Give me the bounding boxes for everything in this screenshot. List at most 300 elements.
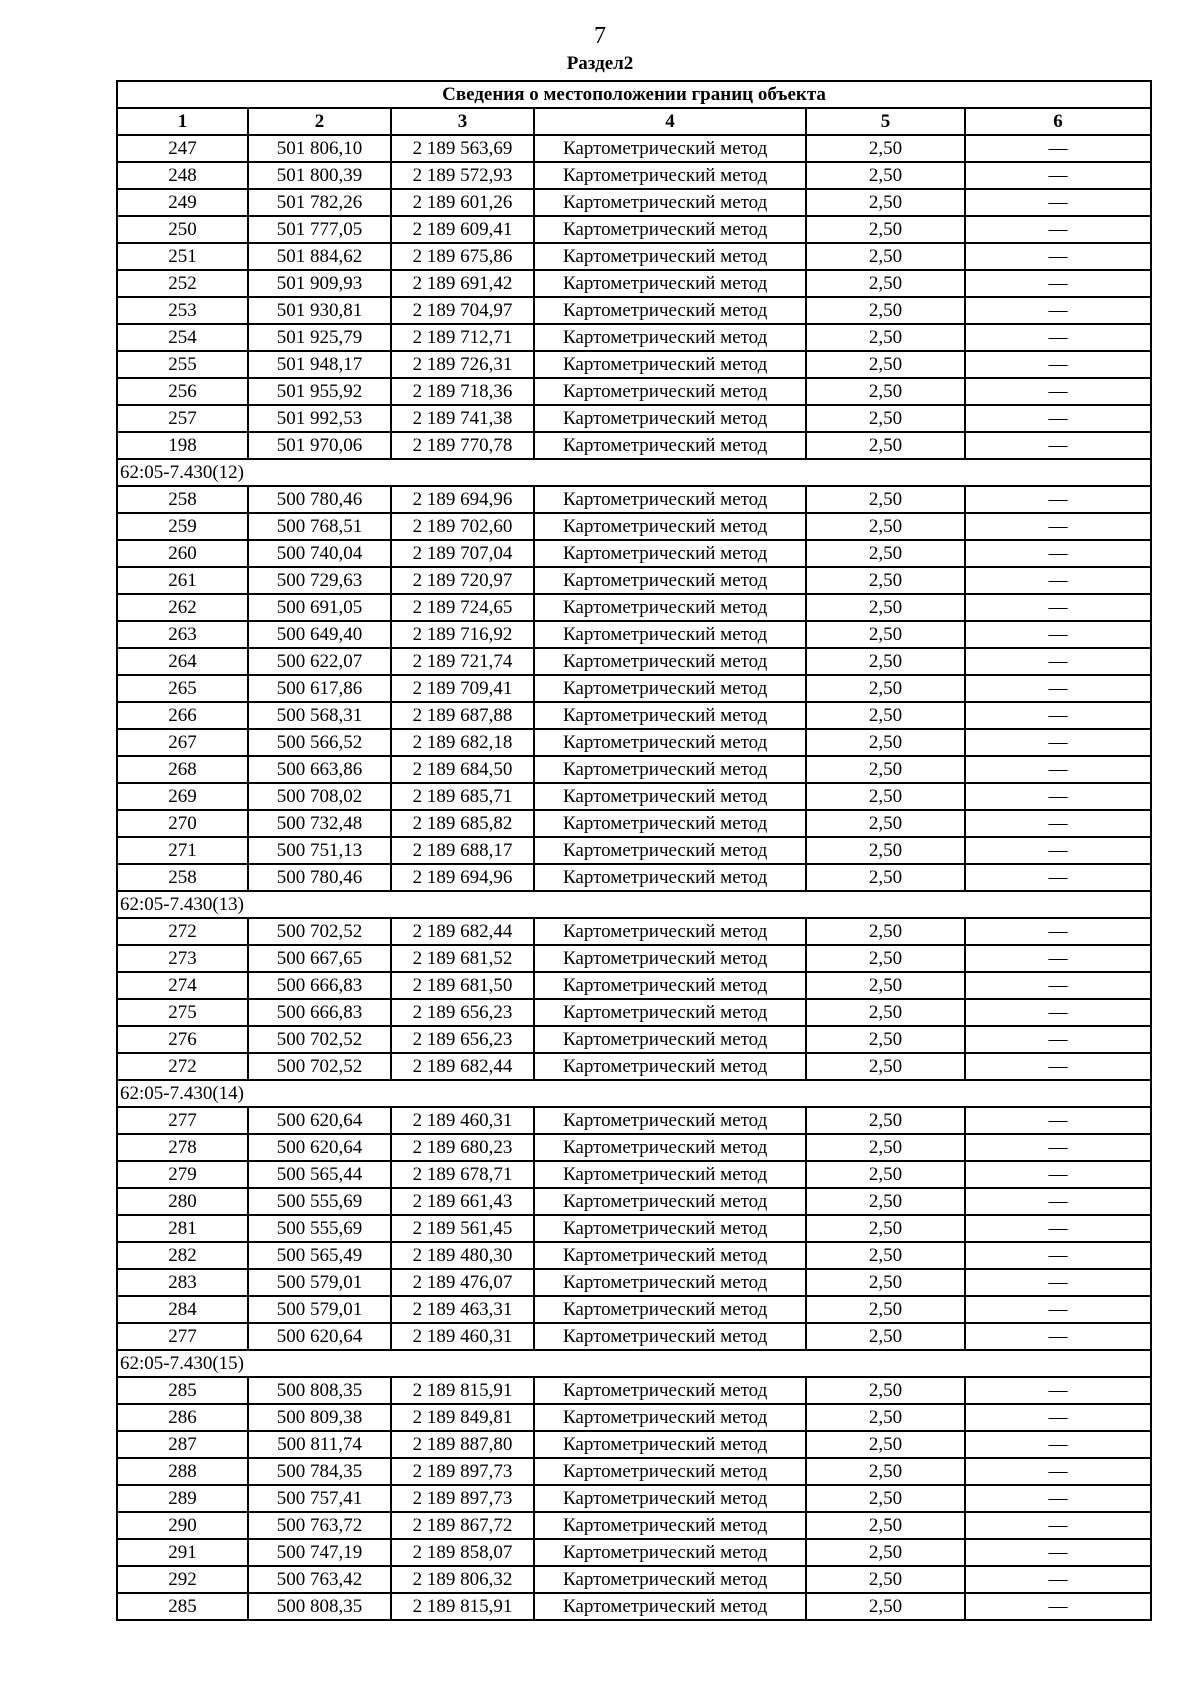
method-cell: Картометрический метод — [534, 297, 806, 324]
method-cell: Картометрический метод — [534, 135, 806, 162]
column-header: 4 — [534, 108, 806, 135]
y-coordinate-cell: 2 189 675,86 — [391, 243, 534, 270]
point-number-cell: 279 — [117, 1161, 248, 1188]
y-coordinate-cell: 2 189 897,73 — [391, 1485, 534, 1512]
point-number-cell: 260 — [117, 540, 248, 567]
note-cell: — — [965, 1161, 1151, 1188]
parcel-group-row — [117, 1350, 1151, 1377]
accuracy-cell: 2,50 — [806, 513, 965, 540]
note-cell: — — [965, 1323, 1151, 1350]
y-coordinate-cell: 2 189 721,74 — [391, 648, 534, 675]
x-coordinate-cell: 500 667,65 — [248, 945, 391, 972]
method-cell: Картометрический метод — [534, 648, 806, 675]
note-cell: — — [965, 594, 1151, 621]
note-cell: — — [965, 1215, 1151, 1242]
y-coordinate-cell: 2 189 563,69 — [391, 135, 534, 162]
table-row — [117, 162, 1151, 189]
y-coordinate-cell: 2 189 694,96 — [391, 864, 534, 891]
note-cell: — — [965, 729, 1151, 756]
note-cell: — — [965, 540, 1151, 567]
table-row — [117, 378, 1151, 405]
point-number-cell: 292 — [117, 1566, 248, 1593]
y-coordinate-cell: 2 189 815,91 — [391, 1377, 534, 1404]
accuracy-cell: 2,50 — [806, 945, 965, 972]
accuracy-cell: 2,50 — [806, 1026, 965, 1053]
y-coordinate-cell: 2 189 609,41 — [391, 216, 534, 243]
x-coordinate-cell: 500 555,69 — [248, 1215, 391, 1242]
accuracy-cell: 2,50 — [806, 1566, 965, 1593]
method-cell: Картометрический метод — [534, 1242, 806, 1269]
point-number-cell: 271 — [117, 837, 248, 864]
note-cell: — — [965, 810, 1151, 837]
note-cell: — — [965, 1404, 1151, 1431]
accuracy-cell: 2,50 — [806, 1242, 965, 1269]
accuracy-cell: 2,50 — [806, 432, 965, 459]
method-cell: Картометрический метод — [534, 729, 806, 756]
point-number-cell: 270 — [117, 810, 248, 837]
method-cell: Картометрический метод — [534, 1539, 806, 1566]
accuracy-cell: 2,50 — [806, 1107, 965, 1134]
note-cell: — — [965, 243, 1151, 270]
method-cell: Картометрический метод — [534, 1458, 806, 1485]
y-coordinate-cell: 2 189 712,71 — [391, 324, 534, 351]
y-coordinate-cell: 2 189 702,60 — [391, 513, 534, 540]
method-cell: Картометрический метод — [534, 999, 806, 1026]
point-number-cell: 268 — [117, 756, 248, 783]
section-title: Раздел2 — [566, 53, 634, 74]
x-coordinate-cell: 500 666,83 — [248, 972, 391, 999]
table-row — [117, 864, 1151, 891]
point-number-cell: 248 — [117, 162, 248, 189]
point-number-cell: 269 — [117, 783, 248, 810]
x-coordinate-cell: 500 784,35 — [248, 1458, 391, 1485]
method-cell: Картометрический метод — [534, 432, 806, 459]
method-cell: Картометрический метод — [534, 594, 806, 621]
point-number-cell: 288 — [117, 1458, 248, 1485]
note-cell: — — [965, 783, 1151, 810]
accuracy-cell: 2,50 — [806, 729, 965, 756]
note-cell: — — [965, 567, 1151, 594]
y-coordinate-cell: 2 189 849,81 — [391, 1404, 534, 1431]
x-coordinate-cell: 500 708,02 — [248, 783, 391, 810]
point-number-cell: 275 — [117, 999, 248, 1026]
x-coordinate-cell: 501 909,93 — [248, 270, 391, 297]
point-number-cell: 250 — [117, 216, 248, 243]
method-cell: Картометрический метод — [534, 1377, 806, 1404]
x-coordinate-cell: 500 751,13 — [248, 837, 391, 864]
table-row — [117, 1215, 1151, 1242]
method-cell: Картометрический метод — [534, 945, 806, 972]
method-cell: Картометрический метод — [534, 1323, 806, 1350]
table-row — [117, 1593, 1151, 1620]
method-cell: Картометрический метод — [534, 1215, 806, 1242]
table-row — [117, 1566, 1151, 1593]
table-body — [117, 135, 1151, 1620]
table-caption: Сведения о местоположении границ объекта — [117, 81, 1151, 108]
x-coordinate-cell: 500 620,64 — [248, 1323, 391, 1350]
table-row — [117, 1539, 1151, 1566]
point-number-cell: 257 — [117, 405, 248, 432]
note-cell: — — [965, 675, 1151, 702]
table-row — [117, 270, 1151, 297]
y-coordinate-cell: 2 189 815,91 — [391, 1593, 534, 1620]
method-cell: Картометрический метод — [534, 810, 806, 837]
accuracy-cell: 2,50 — [806, 756, 965, 783]
method-cell: Картометрический метод — [534, 486, 806, 513]
y-coordinate-cell: 2 189 680,23 — [391, 1134, 534, 1161]
y-coordinate-cell: 2 189 806,32 — [391, 1566, 534, 1593]
point-number-cell: 256 — [117, 378, 248, 405]
accuracy-cell: 2,50 — [806, 837, 965, 864]
note-cell: — — [965, 1485, 1151, 1512]
accuracy-cell: 2,50 — [806, 648, 965, 675]
point-number-cell: 286 — [117, 1404, 248, 1431]
x-coordinate-cell: 500 740,04 — [248, 540, 391, 567]
x-coordinate-cell: 500 763,72 — [248, 1512, 391, 1539]
method-cell: Картометрический метод — [534, 513, 806, 540]
method-cell: Картометрический метод — [534, 162, 806, 189]
note-cell: — — [965, 756, 1151, 783]
y-coordinate-cell: 2 189 897,73 — [391, 1458, 534, 1485]
table-row — [117, 945, 1151, 972]
table-row — [117, 1134, 1151, 1161]
y-coordinate-cell: 2 189 716,92 — [391, 621, 534, 648]
x-coordinate-cell: 500 565,49 — [248, 1242, 391, 1269]
method-cell: Картометрический метод — [534, 1404, 806, 1431]
y-coordinate-cell: 2 189 704,97 — [391, 297, 534, 324]
point-number-cell: 280 — [117, 1188, 248, 1215]
x-coordinate-cell: 500 808,35 — [248, 1593, 391, 1620]
x-coordinate-cell: 500 555,69 — [248, 1188, 391, 1215]
accuracy-cell: 2,50 — [806, 540, 965, 567]
accuracy-cell: 2,50 — [806, 486, 965, 513]
point-number-cell: 249 — [117, 189, 248, 216]
table-row — [117, 1242, 1151, 1269]
table-row — [117, 783, 1151, 810]
method-cell: Картометрический метод — [534, 324, 806, 351]
y-coordinate-cell: 2 189 694,96 — [391, 486, 534, 513]
accuracy-cell: 2,50 — [806, 1512, 965, 1539]
accuracy-cell: 2,50 — [806, 567, 965, 594]
y-coordinate-cell: 2 189 685,82 — [391, 810, 534, 837]
accuracy-cell: 2,50 — [806, 1215, 965, 1242]
x-coordinate-cell: 501 970,06 — [248, 432, 391, 459]
table-row — [117, 1188, 1151, 1215]
method-cell: Картометрический метод — [534, 1431, 806, 1458]
method-cell: Картометрический метод — [534, 567, 806, 594]
table-row — [117, 972, 1151, 999]
x-coordinate-cell: 500 579,01 — [248, 1269, 391, 1296]
x-coordinate-cell: 501 925,79 — [248, 324, 391, 351]
x-coordinate-cell: 501 884,62 — [248, 243, 391, 270]
x-coordinate-cell: 500 579,01 — [248, 1296, 391, 1323]
point-number-cell: 285 — [117, 1377, 248, 1404]
y-coordinate-cell: 2 189 687,88 — [391, 702, 534, 729]
y-coordinate-cell: 2 189 463,31 — [391, 1296, 534, 1323]
note-cell: — — [965, 270, 1151, 297]
note-cell: — — [965, 513, 1151, 540]
point-number-cell: 258 — [117, 864, 248, 891]
note-cell: — — [965, 189, 1151, 216]
x-coordinate-cell: 500 811,74 — [248, 1431, 391, 1458]
note-cell: — — [965, 1053, 1151, 1080]
accuracy-cell: 2,50 — [806, 999, 965, 1026]
page-number: 7 — [594, 23, 606, 49]
method-cell: Картометрический метод — [534, 378, 806, 405]
point-number-cell: 255 — [117, 351, 248, 378]
table-row — [117, 216, 1151, 243]
x-coordinate-cell: 500 649,40 — [248, 621, 391, 648]
table-row — [117, 1377, 1151, 1404]
y-coordinate-cell: 2 189 572,93 — [391, 162, 534, 189]
table-row — [117, 432, 1151, 459]
x-coordinate-cell: 500 780,46 — [248, 486, 391, 513]
accuracy-cell: 2,50 — [806, 1404, 965, 1431]
method-cell: Картометрический метод — [534, 972, 806, 999]
y-coordinate-cell: 2 189 682,44 — [391, 1053, 534, 1080]
point-number-cell: 198 — [117, 432, 248, 459]
method-cell: Картометрический метод — [534, 270, 806, 297]
table-row — [117, 810, 1151, 837]
table-row — [117, 621, 1151, 648]
accuracy-cell: 2,50 — [806, 1269, 965, 1296]
method-cell: Картометрический метод — [534, 1269, 806, 1296]
accuracy-cell: 2,50 — [806, 1188, 965, 1215]
x-coordinate-cell: 501 806,10 — [248, 135, 391, 162]
accuracy-cell: 2,50 — [806, 1053, 965, 1080]
x-coordinate-cell: 500 620,64 — [248, 1107, 391, 1134]
accuracy-cell: 2,50 — [806, 1458, 965, 1485]
x-coordinate-cell: 501 955,92 — [248, 378, 391, 405]
point-number-cell: 290 — [117, 1512, 248, 1539]
note-cell: — — [965, 1134, 1151, 1161]
method-cell: Картометрический метод — [534, 1107, 806, 1134]
boundary-coordinates-table — [116, 80, 1152, 1621]
method-cell: Картометрический метод — [534, 1296, 806, 1323]
y-coordinate-cell: 2 189 685,71 — [391, 783, 534, 810]
point-number-cell: 274 — [117, 972, 248, 999]
note-cell: — — [965, 945, 1151, 972]
note-cell: — — [965, 1431, 1151, 1458]
point-number-cell: 277 — [117, 1107, 248, 1134]
y-coordinate-cell: 2 189 720,97 — [391, 567, 534, 594]
table-row — [117, 1269, 1151, 1296]
point-number-cell: 251 — [117, 243, 248, 270]
table-row — [117, 189, 1151, 216]
accuracy-cell: 2,50 — [806, 378, 965, 405]
point-number-cell: 263 — [117, 621, 248, 648]
x-coordinate-cell: 500 809,38 — [248, 1404, 391, 1431]
accuracy-cell: 2,50 — [806, 405, 965, 432]
note-cell: — — [965, 1566, 1151, 1593]
note-cell: — — [965, 486, 1151, 513]
table-row — [117, 351, 1151, 378]
table-row — [117, 1053, 1151, 1080]
note-cell: — — [965, 837, 1151, 864]
table-row — [117, 567, 1151, 594]
accuracy-cell: 2,50 — [806, 1296, 965, 1323]
point-number-cell: 253 — [117, 297, 248, 324]
y-coordinate-cell: 2 189 460,31 — [391, 1107, 534, 1134]
note-cell: — — [965, 324, 1151, 351]
x-coordinate-cell: 500 732,48 — [248, 810, 391, 837]
table-row — [117, 486, 1151, 513]
note-cell: — — [965, 1188, 1151, 1215]
accuracy-cell: 2,50 — [806, 1161, 965, 1188]
point-number-cell: 247 — [117, 135, 248, 162]
accuracy-cell: 2,50 — [806, 675, 965, 702]
point-number-cell: 254 — [117, 324, 248, 351]
table-row — [117, 1296, 1151, 1323]
accuracy-cell: 2,50 — [806, 189, 965, 216]
table-row — [117, 648, 1151, 675]
x-coordinate-cell: 500 663,86 — [248, 756, 391, 783]
table-row — [117, 1431, 1151, 1458]
parcel-group-row — [117, 459, 1151, 486]
x-coordinate-cell: 500 763,42 — [248, 1566, 391, 1593]
method-cell: Картометрический метод — [534, 621, 806, 648]
note-cell: — — [965, 1377, 1151, 1404]
table-row — [117, 540, 1151, 567]
point-number-cell: 272 — [117, 918, 248, 945]
note-cell: — — [965, 1593, 1151, 1620]
point-number-cell: 281 — [117, 1215, 248, 1242]
x-coordinate-cell: 501 992,53 — [248, 405, 391, 432]
accuracy-cell: 2,50 — [806, 162, 965, 189]
table-row — [117, 1107, 1151, 1134]
accuracy-cell: 2,50 — [806, 216, 965, 243]
table-row — [117, 1323, 1151, 1350]
y-coordinate-cell: 2 189 682,18 — [391, 729, 534, 756]
accuracy-cell: 2,50 — [806, 1134, 965, 1161]
point-number-cell: 277 — [117, 1323, 248, 1350]
method-cell: Картометрический метод — [534, 1485, 806, 1512]
table-row — [117, 1458, 1151, 1485]
y-coordinate-cell: 2 189 656,23 — [391, 1026, 534, 1053]
method-cell: Картометрический метод — [534, 783, 806, 810]
x-coordinate-cell: 500 780,46 — [248, 864, 391, 891]
note-cell: — — [965, 135, 1151, 162]
table-row — [117, 1485, 1151, 1512]
method-cell: Картометрический метод — [534, 837, 806, 864]
y-coordinate-cell: 2 189 460,31 — [391, 1323, 534, 1350]
point-number-cell: 252 — [117, 270, 248, 297]
y-coordinate-cell: 2 189 718,36 — [391, 378, 534, 405]
note-cell: — — [965, 1242, 1151, 1269]
table-row — [117, 1161, 1151, 1188]
method-cell: Картометрический метод — [534, 1161, 806, 1188]
point-number-cell: 285 — [117, 1593, 248, 1620]
point-number-cell: 283 — [117, 1269, 248, 1296]
table-row — [117, 1404, 1151, 1431]
y-coordinate-cell: 2 189 480,30 — [391, 1242, 534, 1269]
point-number-cell: 287 — [117, 1431, 248, 1458]
x-coordinate-cell: 501 930,81 — [248, 297, 391, 324]
note-cell: — — [965, 405, 1151, 432]
note-cell: — — [965, 351, 1151, 378]
point-number-cell: 265 — [117, 675, 248, 702]
x-coordinate-cell: 501 948,17 — [248, 351, 391, 378]
x-coordinate-cell: 500 757,41 — [248, 1485, 391, 1512]
accuracy-cell: 2,50 — [806, 1377, 965, 1404]
x-coordinate-cell: 500 808,35 — [248, 1377, 391, 1404]
x-coordinate-cell: 500 702,52 — [248, 1053, 391, 1080]
y-coordinate-cell: 2 189 707,04 — [391, 540, 534, 567]
point-number-cell: 266 — [117, 702, 248, 729]
accuracy-cell: 2,50 — [806, 1593, 965, 1620]
y-coordinate-cell: 2 189 684,50 — [391, 756, 534, 783]
x-coordinate-cell: 500 617,86 — [248, 675, 391, 702]
y-coordinate-cell: 2 189 656,23 — [391, 999, 534, 1026]
point-number-cell: 276 — [117, 1026, 248, 1053]
x-coordinate-cell: 500 691,05 — [248, 594, 391, 621]
point-number-cell: 267 — [117, 729, 248, 756]
method-cell: Картометрический метод — [534, 1566, 806, 1593]
accuracy-cell: 2,50 — [806, 243, 965, 270]
y-coordinate-cell: 2 189 601,26 — [391, 189, 534, 216]
accuracy-cell: 2,50 — [806, 270, 965, 297]
table-row — [117, 918, 1151, 945]
table-row — [117, 1512, 1151, 1539]
parcel-group-row — [117, 891, 1151, 918]
method-cell: Картометрический метод — [534, 756, 806, 783]
column-header: 1 — [117, 108, 248, 135]
y-coordinate-cell: 2 189 741,38 — [391, 405, 534, 432]
note-cell: — — [965, 162, 1151, 189]
x-coordinate-cell: 500 620,64 — [248, 1134, 391, 1161]
accuracy-cell: 2,50 — [806, 918, 965, 945]
method-cell: Картометрический метод — [534, 243, 806, 270]
table-row — [117, 135, 1151, 162]
accuracy-cell: 2,50 — [806, 702, 965, 729]
x-coordinate-cell: 500 566,52 — [248, 729, 391, 756]
accuracy-cell: 2,50 — [806, 864, 965, 891]
point-number-cell: 273 — [117, 945, 248, 972]
y-coordinate-cell: 2 189 726,31 — [391, 351, 534, 378]
note-cell: — — [965, 1269, 1151, 1296]
note-cell: — — [965, 297, 1151, 324]
accuracy-cell: 2,50 — [806, 1323, 965, 1350]
table-row — [117, 675, 1151, 702]
note-cell: — — [965, 999, 1151, 1026]
method-cell: Картометрический метод — [534, 405, 806, 432]
note-cell: — — [965, 972, 1151, 999]
point-number-cell: 258 — [117, 486, 248, 513]
accuracy-cell: 2,50 — [806, 324, 965, 351]
column-header-row — [117, 108, 1151, 135]
accuracy-cell: 2,50 — [806, 1485, 965, 1512]
table-row — [117, 324, 1151, 351]
method-cell: Картометрический метод — [534, 540, 806, 567]
method-cell: Картометрический метод — [534, 1053, 806, 1080]
parcel-group-label: 62:05-7.430(14) — [117, 1080, 1151, 1107]
y-coordinate-cell: 2 189 561,45 — [391, 1215, 534, 1242]
point-number-cell: 282 — [117, 1242, 248, 1269]
point-number-cell: 261 — [117, 567, 248, 594]
accuracy-cell: 2,50 — [806, 297, 965, 324]
point-number-cell: 291 — [117, 1539, 248, 1566]
x-coordinate-cell: 500 729,63 — [248, 567, 391, 594]
x-coordinate-cell: 500 702,52 — [248, 1026, 391, 1053]
y-coordinate-cell: 2 189 476,07 — [391, 1269, 534, 1296]
y-coordinate-cell: 2 189 887,80 — [391, 1431, 534, 1458]
method-cell: Картометрический метод — [534, 216, 806, 243]
note-cell: — — [965, 216, 1151, 243]
table-row — [117, 405, 1151, 432]
note-cell: — — [965, 621, 1151, 648]
table-caption-row — [117, 81, 1151, 108]
note-cell: — — [965, 648, 1151, 675]
